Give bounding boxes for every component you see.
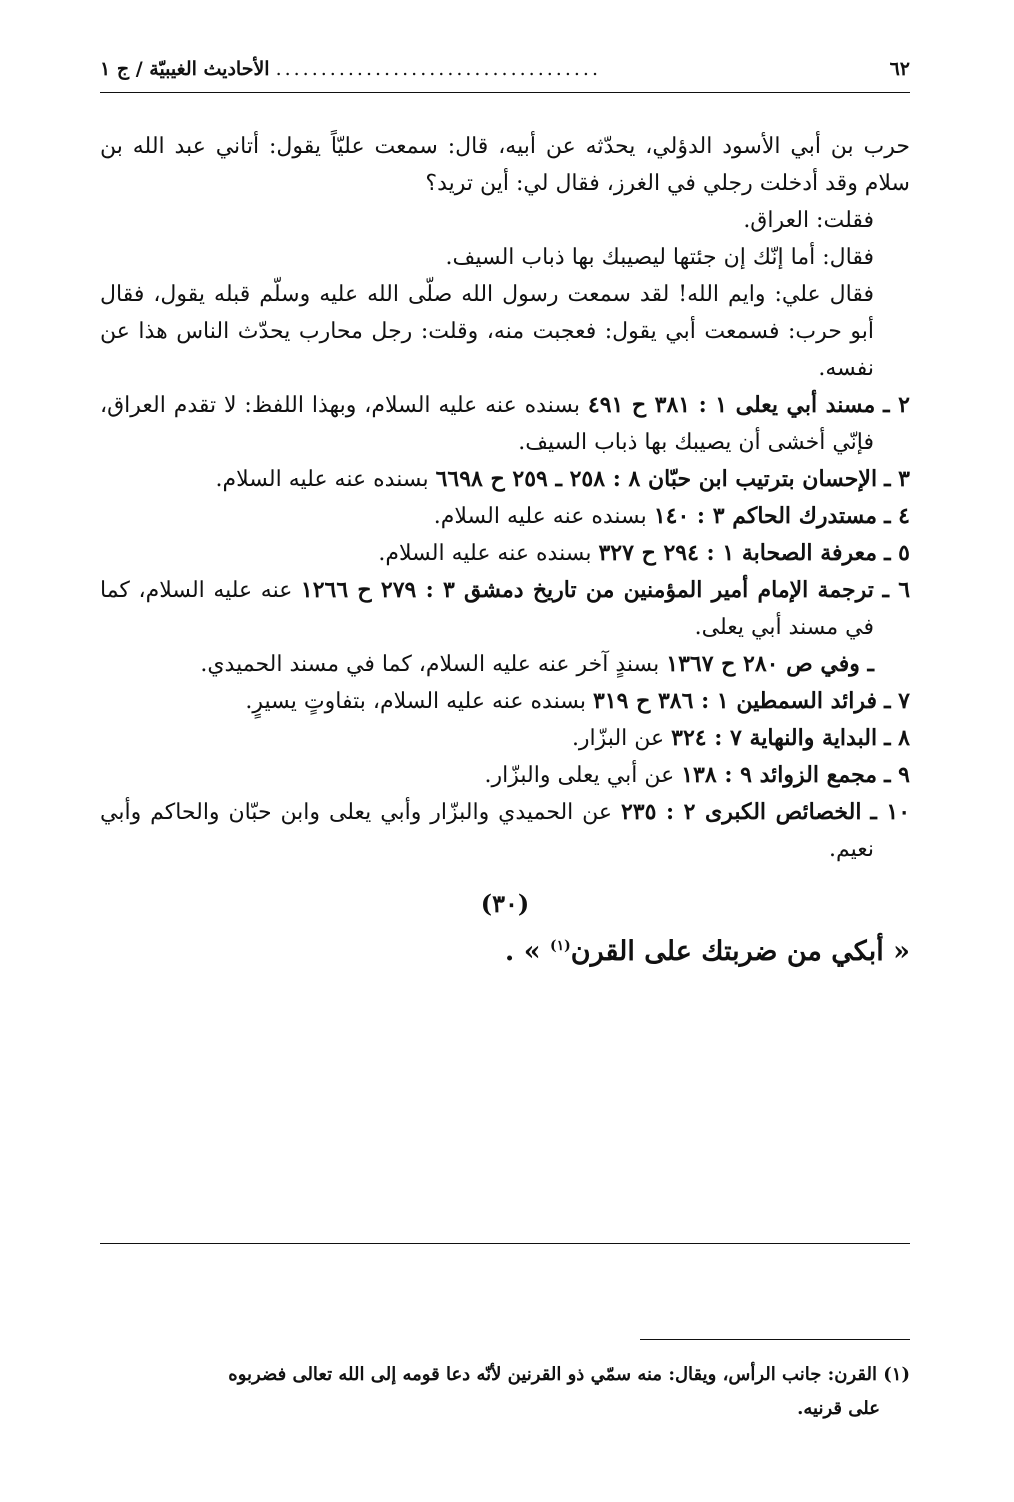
source-item <box>100 387 910 461</box>
source-number: ٤ ـ <box>884 503 910 529</box>
source-title: الإحسان بترتيب ابن حبّان ٨ : ٢٥٨ ـ ٢٥٩ ح ٦٦٩٨ <box>435 466 878 492</box>
footnote-reference[interactable]: (١) <box>549 938 571 954</box>
paragraph: فقال علي: وايم الله! لقد سمعت رسول الله صلّى الله عليه وسلّم قبله يقول، فقال أبو حرب: فسمعت أبي يقول: فعجبت منه، وقلت: رجل محارب يحدّث الناس هذا عن نفسه. <box>100 282 874 381</box>
source-title: مجمع الزوائد ٩ : ١٣٨ <box>681 762 878 788</box>
footnote-line: على قرنيه. <box>797 1398 880 1419</box>
page-number: ٦٢ <box>889 58 910 80</box>
source-item <box>100 757 910 794</box>
main-text <box>100 128 910 974</box>
page <box>100 40 910 1480</box>
source-title: ـ وفي ص ٢٨٠ ح ١٣٦٧ <box>666 651 874 677</box>
footnote <box>100 1358 910 1426</box>
source-text: عنه عليه السلام، كما في مسند أبي يعلى. <box>100 578 874 640</box>
main-rule <box>100 1243 910 1244</box>
source-number: ١٠ ـ <box>870 799 911 825</box>
source-title: ترجمة الإمام أمير المؤمنين من تاريخ دمشق ٣ : ٢٧٩ ح ١٢٦٦ <box>300 577 874 603</box>
source-text: عن الحميدي والبزّار وأبي يعلى وابن حبّان والحاكم وأبي نعيم. <box>100 800 874 862</box>
source-item <box>100 572 910 646</box>
source-item <box>100 535 910 572</box>
source-title: البداية والنهاية ٧ : ٣٢٤ <box>671 725 878 751</box>
paragraph: حرب بن أبي الأسود الدؤلي، يحدّثه عن أبيه، قال: سمعت عليّاً يقول: أتاني عبد الله بن سلام وقد أدخلت رجلي في الغرز، فقال لي: أين تريد؟ <box>100 134 910 196</box>
source-item <box>100 683 910 720</box>
source-number: ٨ ـ <box>884 725 910 751</box>
header-leader-dots: .................................... <box>275 58 601 80</box>
source-number: ٦ ـ <box>882 577 911 603</box>
source-sub-note <box>100 646 910 683</box>
source-item <box>100 794 910 868</box>
source-title: الخصائص الكبرى ٢ : ٢٣٥ <box>620 799 862 825</box>
source-title: فرائد السمطين ١ : ٣٨٦ ح ٣١٩ <box>592 688 878 714</box>
book-title: الأحاديث الغيبيّة / ج ١ <box>100 58 270 80</box>
source-item <box>100 498 910 535</box>
source-item <box>100 461 910 498</box>
source-text: بسندٍ آخر عنه عليه السلام، كما في مسند الحميدي. <box>200 652 667 677</box>
source-text: بسنده عنه عليه السلام، بتفاوتٍ يسيرٍ. <box>245 689 593 714</box>
source-title: مستدرك الحاكم ٣ : ١٤٠ <box>653 503 878 529</box>
source-text: بسنده عنه عليه السلام. <box>378 541 599 566</box>
source-text: عن البزّار. <box>571 726 672 751</box>
running-header <box>100 58 910 88</box>
source-text: بسنده عنه عليه السلام. <box>433 504 654 529</box>
source-number: ٩ ـ <box>884 762 910 788</box>
source-number: ٢ ـ <box>883 392 910 418</box>
paragraph: فقلت: العراق. <box>743 208 874 233</box>
hadith-text <box>100 924 910 974</box>
source-text: بسنده عنه عليه السلام. <box>215 467 436 492</box>
source-text: عن أبي يعلى والبزّار. <box>484 763 682 788</box>
paragraph: فقال: أما إنّك إن جئتها ليصيبك بها ذباب السيف. <box>445 245 874 270</box>
source-title: معرفة الصحابة ١ : ٢٩٤ ح ٣٢٧ <box>598 540 878 566</box>
source-number: ٥ ـ <box>884 540 910 566</box>
header-rule <box>100 92 910 93</box>
source-title: مسند أبي يعلى ١ : ٣٨١ ح ٤٩١ <box>587 392 876 418</box>
source-number: ٧ ـ <box>884 688 910 714</box>
source-number: ٣ ـ <box>884 466 910 492</box>
hadith-number: (٣٠) <box>480 889 530 918</box>
hadith-text-main: « أبكي من ضربتك على القرن <box>570 936 910 967</box>
hadith-text-close: » . <box>504 936 550 967</box>
footnote-rule <box>640 1339 910 1340</box>
footnote-line: (١) القرن: جانب الرأس، ويقال: منه سمّي ذو القرنين لأنّه دعا قومه إلى الله تعالى فضربوه <box>228 1364 910 1385</box>
source-text: بسنده عنه عليه السلام، وبهذا اللفظ: لا تقدم العراق، فإنّي أخشى أن يصيبك بها ذباب السيف. <box>100 393 874 455</box>
source-item <box>100 720 910 757</box>
